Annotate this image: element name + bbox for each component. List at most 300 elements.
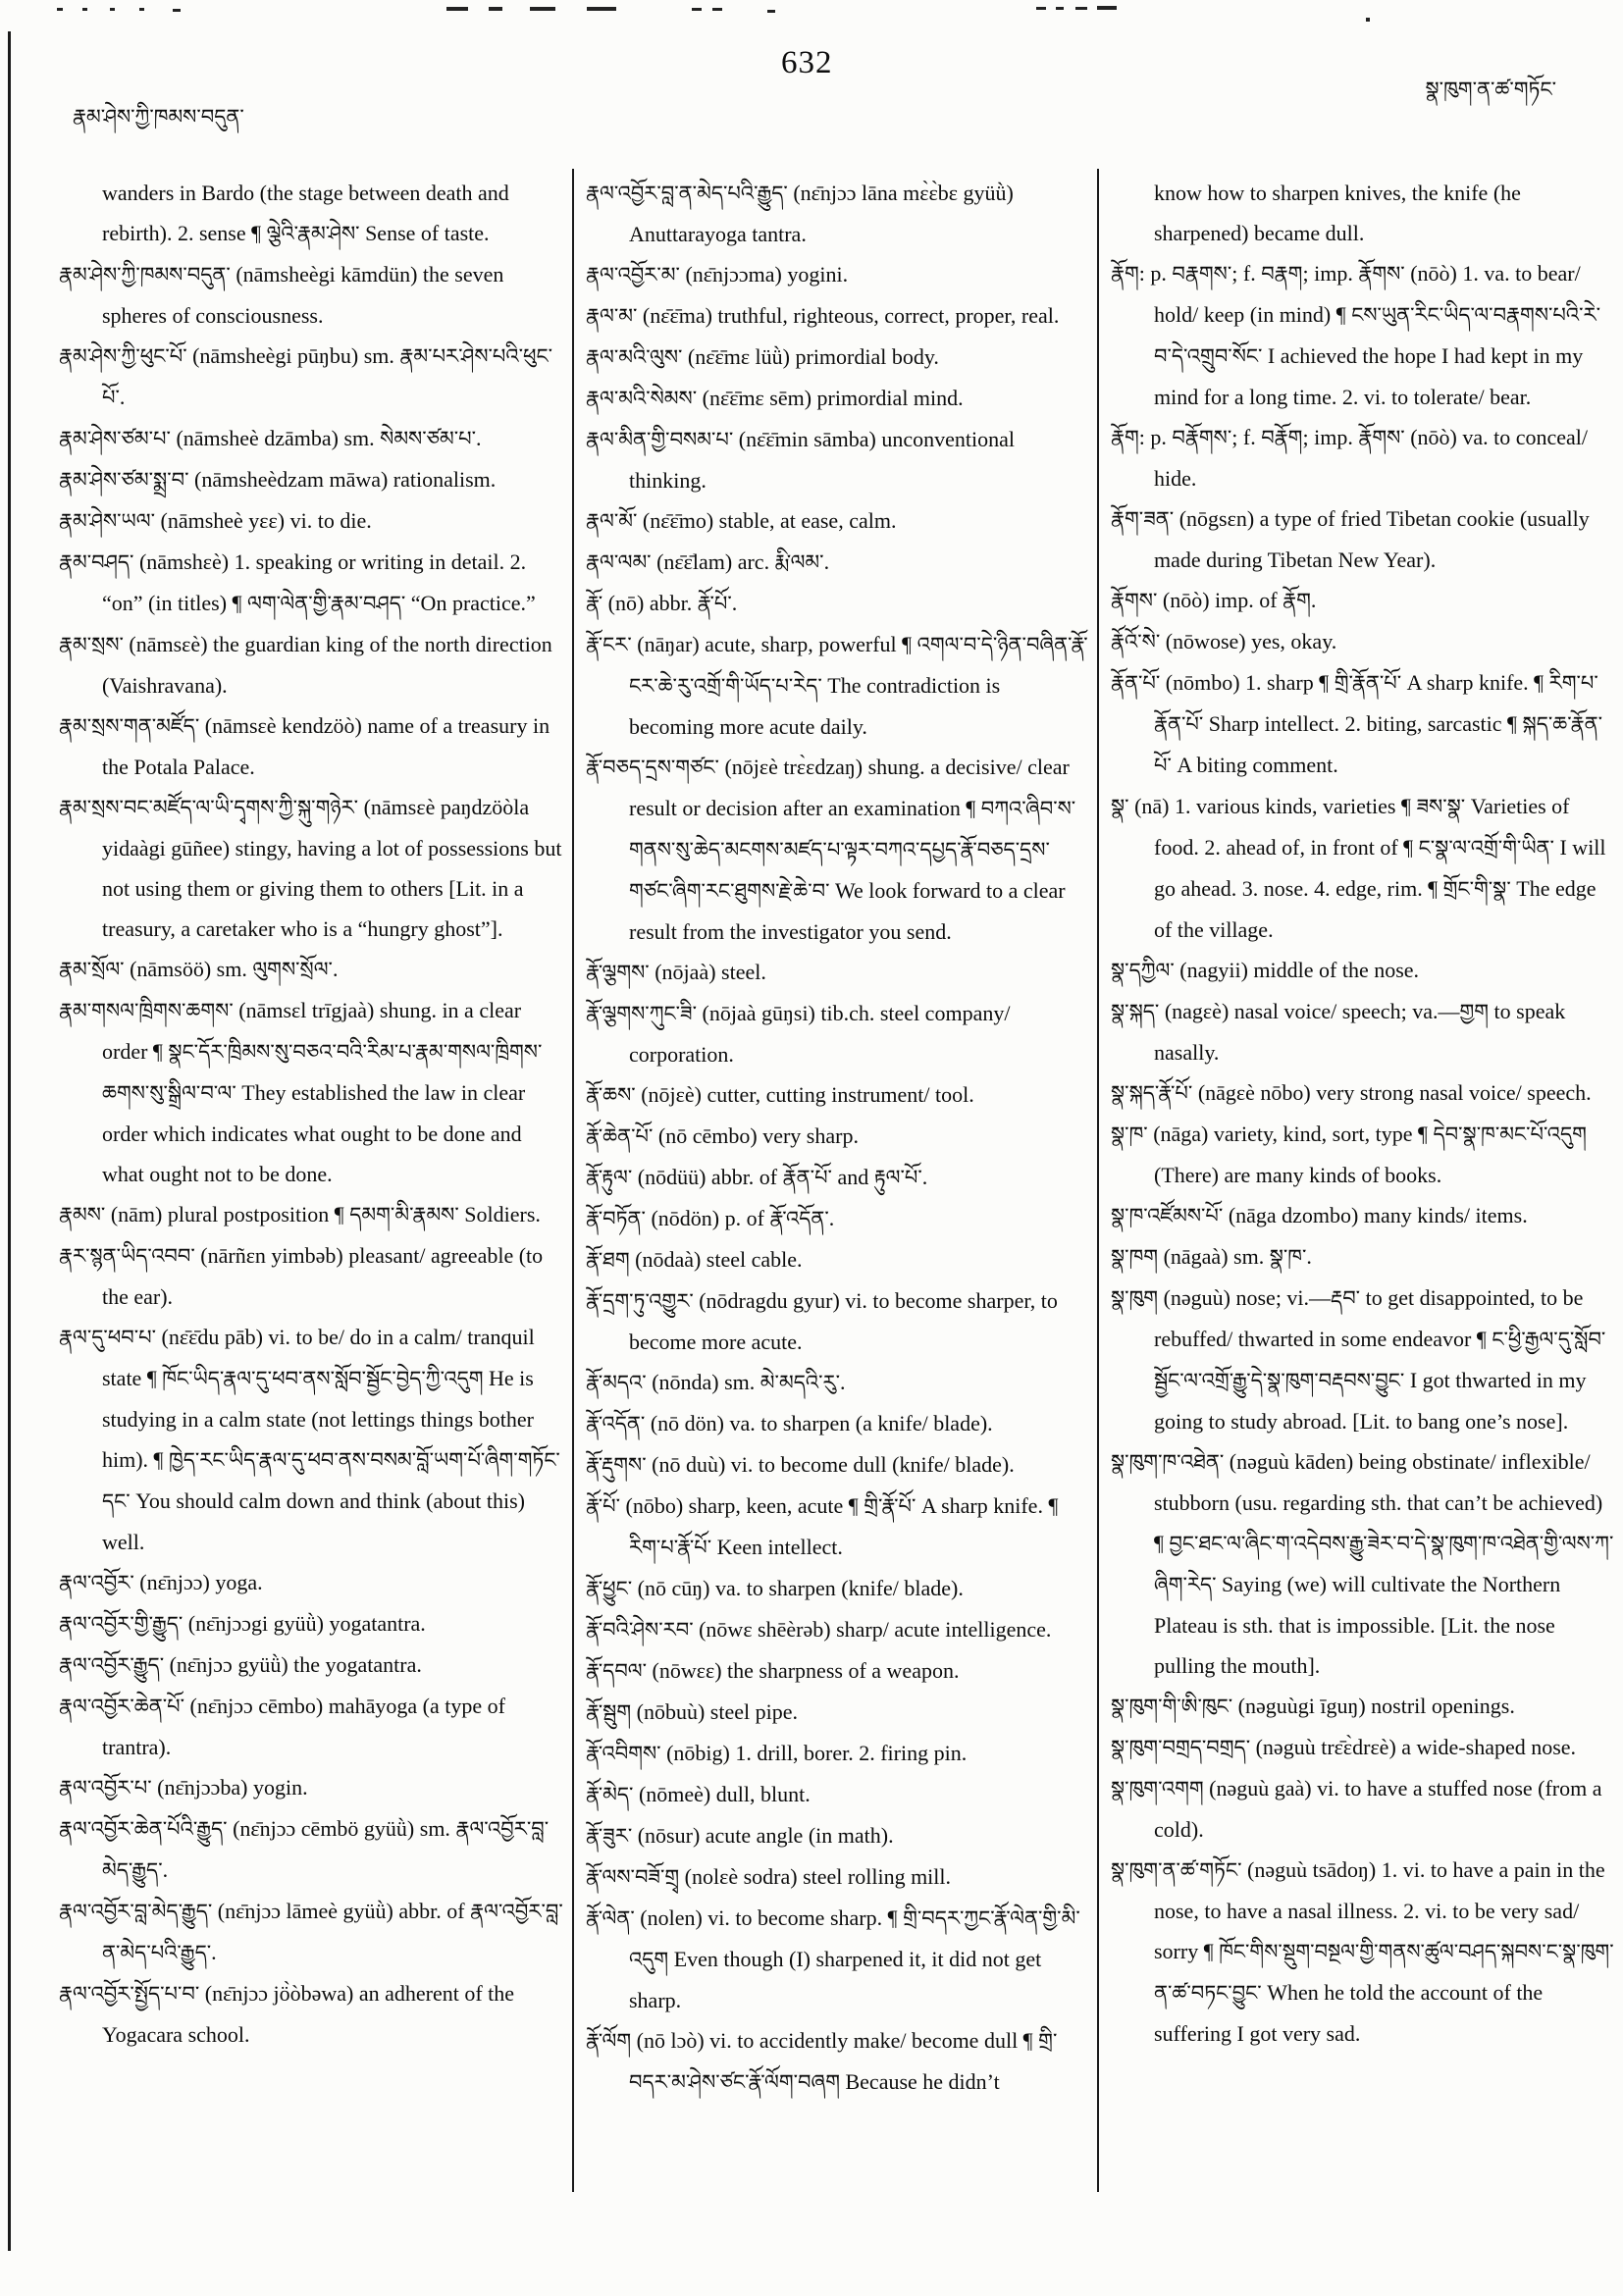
tibetan-text: རྣམ་ཤེས་ཡལ་ <box>59 509 156 533</box>
tibetan-text: རྣམ་བཤད་ <box>59 550 134 574</box>
dictionary-entry <box>1111 1195 1615 1236</box>
english-text: Sharp intellect. 2. biting, sarcastic ¶ <box>1203 711 1523 736</box>
dictionary-entry <box>59 1686 563 1767</box>
english-text: (nāmsöö) sm. <box>124 957 253 981</box>
tibetan-text: ངས་ཡུན་རིང་ཡིད་ལ་བརྣགས་པའི་རེ་བ་དེ་འགྲུབ་སོང་ <box>1154 303 1601 368</box>
english-text: (nāmsheèdzam māwa) rationalism. <box>188 467 497 492</box>
english-text: (nōdüü) abbr. of <box>632 1165 783 1189</box>
english-text: to get disappointed, to be rebuffed/ thwarted in some endeavor ¶ <box>1154 1285 1584 1351</box>
english-text: know how to sharpen knives, the knife (he sharpened) became dull. <box>1154 181 1521 245</box>
tibetan-text: རྣལ་མོ་ <box>586 509 638 533</box>
tibetan-text: རྣམ་གསལ་ཁྲིགས་ཆགས་ <box>59 999 234 1022</box>
english-text: (nāmsheè yɛɛ) vi. to die. <box>155 508 372 533</box>
tibetan-text: རྣོ་བའི་ཤེས་རབ་ <box>586 1618 694 1642</box>
english-text: (nɛ̄njɔɔgi gyüǜ) yogatantra. <box>183 1611 426 1636</box>
dictionary-entry <box>586 1486 1090 1568</box>
tibetan-text: རྣོགས་ <box>1358 262 1405 286</box>
english-text: (nolen) vi. to become sharp. ¶ <box>634 1905 904 1930</box>
english-text: (nāmsɛl trīgjaà) shung. in a clear order ¶ <box>102 998 522 1064</box>
scan-artifact <box>139 8 144 11</box>
tibetan-text: རྣམ་སྲོལ་ <box>59 958 125 981</box>
english-text: (nōwose) yes, okay. <box>1160 629 1337 653</box>
english-text: (nōò) va. to conceal/ hide. <box>1154 425 1589 491</box>
page-edge-rule <box>8 31 11 2251</box>
page-number: 632 <box>781 45 833 80</box>
english-text: He is studying in a calm state (not lettings things bother him). ¶ <box>102 1366 534 1472</box>
english-text: (nōgsɛn) a type of fried Tibetan cookie (usually made during Tibetan New Year). <box>1154 506 1590 572</box>
dictionary-entry <box>586 1692 1090 1733</box>
tibetan-text: སྣ་སྐད་ <box>1111 1000 1160 1023</box>
english-text: (nɛ̄njɔɔ gyüǜ) the yogatantra. <box>164 1652 422 1677</box>
scan-artifact <box>692 8 702 11</box>
english-text: (nōsur) acute angle (in math). <box>632 1823 894 1848</box>
dictionary-entry <box>586 1774 1090 1815</box>
english-text: (nɛ̄njɔɔma) yogini. <box>679 262 849 287</box>
tibetan-text: རྣལ་འབྱོར་བླ་ན་མེད་པའི་རྒྱུད་ <box>586 182 788 205</box>
tibetan-text: རྣོ་དབལ་ <box>586 1659 648 1683</box>
tibetan-text: སྣ་ <box>1111 795 1129 818</box>
tibetan-text: སྣ་སྐད་རྣོ་པོ་ <box>1111 1081 1193 1105</box>
tibetan-text: རྣོ་དྲག་ཏུ་འགྱུར་ <box>586 1289 694 1313</box>
dictionary-entry <box>59 1973 563 2055</box>
english-text: (nagɛè) nasal voice/ speech; va.— <box>1159 999 1460 1023</box>
english-text: . <box>211 1940 217 1964</box>
dictionary-column-right <box>1111 173 1615 2218</box>
english-text: ; imp. <box>1302 425 1359 449</box>
english-text: (nɛ̄ɛ̄du pāb) vi. to be/ do in a calm/ tranquil state ¶ <box>102 1325 535 1390</box>
tibetan-text: རྣོན་པོ་ <box>782 1166 832 1189</box>
english-text: (nəguù) nose; vi.— <box>1158 1285 1332 1310</box>
tibetan-text: སྣ་ཁུག་འགག <box>1111 1777 1204 1800</box>
tibetan-text: རྣལ་འབྱོར་བླ་མེད་རྒྱུད་ <box>59 1900 213 1923</box>
english-text: (nāmsɛè) the guardian king of the north direction (Vaishravana). <box>102 632 552 698</box>
tibetan-text: རྣོ་བཅད་དྲས་གཙང་ <box>586 756 719 779</box>
tibetan-text: ལག་ལེན་གྱི་རྣམ་བཤད་ <box>247 592 406 615</box>
english-text: Keen intellect. <box>711 1535 843 1559</box>
dictionary-entry <box>1111 1441 1615 1686</box>
tibetan-text: རྣོ་འདོན་ <box>769 1207 829 1230</box>
dictionary-entry <box>586 1198 1090 1239</box>
english-text: (nāmsheè dzāmba) sm. <box>170 426 381 450</box>
english-text: (nɛ̄ɛ̄mɛ lüǜ) primordial body. <box>682 344 939 369</box>
scan-artifact <box>1097 6 1117 10</box>
dictionary-entry <box>586 1362 1090 1403</box>
english-text: : p. <box>1138 261 1173 286</box>
english-text: (nōmeè) dull, blunt. <box>633 1782 811 1806</box>
english-text: (nɛ̄njɔɔba) yogin. <box>151 1775 308 1800</box>
tibetan-text: རྣལ་མའི་སེམས་ <box>586 387 698 410</box>
tibetan-text: གྱག <box>1459 1000 1490 1023</box>
dictionary-entry <box>59 787 563 949</box>
dictionary-entry-continuation <box>1111 173 1615 253</box>
column-divider-left <box>572 169 574 2192</box>
tibetan-text: རྣོག <box>1111 426 1139 449</box>
tibetan-text: ཁོང་གིས་སྡུག་བསྔལ་གྱི་གནས་ཚུལ་བཤད་སྐབས་ང་སྣ་ཁུག་ན་ཚ་བཏང་བྱུང་ <box>1154 1940 1614 2005</box>
dictionary-entry <box>1111 1768 1615 1850</box>
english-text: (nɛ̄ɛ̄min sāmba) unconventional thinking. <box>629 427 1015 493</box>
tibetan-text: རྣལ་འབྱོར་མ་ <box>586 263 680 287</box>
tibetan-text: སྣ་ཁ་ <box>1269 1245 1307 1269</box>
english-text: (nɛ̄ɛ̄lam) arc. <box>651 549 775 574</box>
dictionary-entry <box>1111 417 1615 498</box>
dictionary-entry <box>59 1235 563 1317</box>
english-text: to speak nasally. <box>1154 999 1566 1065</box>
dictionary-entry <box>1111 1727 1615 1768</box>
dictionary-entry <box>59 336 563 418</box>
english-text: (nō) abbr. <box>602 591 698 615</box>
tibetan-text: གྲི་རྣོན་པོ་ <box>1334 671 1402 695</box>
tibetan-text: རྣལ་དུ་ཕབ་པ་ <box>59 1326 157 1349</box>
dictionary-entry <box>586 624 1090 747</box>
english-text: : p. <box>1138 425 1173 449</box>
dictionary-entry <box>586 419 1090 500</box>
tibetan-text: རྣོ་ལྕགས་ <box>586 961 650 984</box>
dictionary-entry <box>586 1074 1090 1116</box>
dictionary-entry <box>586 1280 1090 1362</box>
tibetan-text: སྣ་ཁ་འཛོམས་པོ་ <box>1111 1204 1224 1227</box>
tibetan-text: རྣོག་ཟན་ <box>1111 507 1175 531</box>
english-text: (nōbig) 1. drill, borer. 2. firing pin. <box>660 1741 968 1765</box>
english-text: Saying (we) will cultivate the Northern Plateau is sth. that is impossible. [Lit. the nose pulling the mouth]. <box>1154 1572 1561 1678</box>
tibetan-text: རྣལ་མ་ <box>586 304 638 328</box>
tibetan-text: རྣོ་ངར་ <box>586 633 632 656</box>
english-text: (nōjaà gūŋsi) tib.ch. steel company/ corporation. <box>629 1001 1011 1067</box>
english-text: (nō cēmbo) very sharp. <box>653 1123 859 1148</box>
tibetan-text: རྣམ་ཤེས་ཙམ་པ་ <box>59 427 171 450</box>
english-text: They established the law in clear order which indicates what ought to be done and what ought not to be done. <box>102 1080 526 1186</box>
tibetan-text: རྣོག <box>1283 589 1311 612</box>
dictionary-entry <box>1111 1278 1615 1441</box>
tibetan-text: རྣམས་ <box>59 1203 106 1226</box>
dictionary-entry <box>59 990 563 1194</box>
english-text: (There) are many kinds of books. <box>1154 1163 1442 1187</box>
tibetan-text: རྣལ་འབྱོར་ཆེན་པོའི་རྒྱུད་ <box>59 1817 228 1841</box>
tibetan-text: བརྣོག <box>1261 426 1303 449</box>
dictionary-entry <box>586 1650 1090 1692</box>
dictionary-entry <box>586 1815 1090 1856</box>
dictionary-entry <box>1111 580 1615 621</box>
dictionary-entry <box>1111 1114 1615 1195</box>
dictionary-entry <box>586 952 1090 993</box>
tibetan-text: རྣམ་ཤེས་ཀྱི་ཕུང་པོ་ <box>59 344 187 368</box>
tibetan-text: སྣ་ཁུག་ན་ཚ་གཏོང་ <box>1111 1858 1242 1882</box>
english-text: . <box>839 1370 846 1394</box>
dictionary-entry <box>59 500 563 542</box>
english-text: . <box>332 957 339 981</box>
tibetan-text: རྣལ་མའི་ལུས་ <box>586 345 683 369</box>
english-text: (nɛ̄njɔɔ) yoga. <box>133 1570 263 1594</box>
tibetan-text: རྣོ་མདའ་ <box>586 1371 647 1394</box>
tibetan-text: ཟས་སྣ་ <box>1416 795 1466 818</box>
english-text: (nɛ̄ɛ̄mo) stable, at ease, calm. <box>637 508 897 533</box>
english-text: (nəguùgi īguŋ) nostril openings. <box>1232 1694 1515 1718</box>
tibetan-text: ལྕེའི་རྣམ་ཤེས་ <box>266 222 360 245</box>
dictionary-entry <box>59 705 563 787</box>
tibetan-text: རྣོ་ལེན་ <box>586 1906 635 1930</box>
tibetan-text: རྣོ་ <box>586 592 603 615</box>
dictionary-entry <box>586 500 1090 542</box>
english-text: (nārñɛn yimbəb) pleasant/ agreeable (to the ear). <box>102 1243 544 1309</box>
tibetan-text: རིག་པ་རྣོན་པོ་ <box>1154 671 1598 736</box>
tibetan-text: བརྣོགས་ <box>1172 426 1232 449</box>
tibetan-text: རྣལ་མིན་གྱི་བསམ་པ་ <box>586 428 734 451</box>
dictionary-entry <box>586 747 1090 952</box>
english-text: (nɛ̄njɔɔ jö̀òbəwa) an adherent of the Yogacara school. <box>102 1981 515 2047</box>
scan-artifact <box>57 8 63 11</box>
english-text: “On practice.” <box>405 591 536 615</box>
english-text: (nō duù) vi. to become dull (knife/ blade). <box>646 1452 1015 1477</box>
english-text: (nāmsɛè kendzöò) name of a treasury in the Potala Palace. <box>102 713 550 779</box>
english-text: (nōò) 1. va. to bear/ hold/ keep (in mind) ¶ <box>1154 261 1581 327</box>
tibetan-text: གྲི་རྣོ་པོ་ <box>864 1494 916 1518</box>
dictionary-entry <box>586 1609 1090 1650</box>
dictionary-entry <box>59 1808 563 1891</box>
scan-artifact <box>587 7 616 11</box>
tibetan-text: ལུགས་སྲོལ་ <box>252 958 333 981</box>
english-text: (nolɛè sodra) steel rolling mill. <box>679 1864 952 1889</box>
scan-artifact <box>767 10 775 13</box>
tibetan-text: རྣམ་ཤེས་ཙམ་སྨྲ་བ་ <box>59 468 189 492</box>
english-text: (nāmshɛè) 1. speaking or writing in detail. 2. “on” (in titles) ¶ <box>102 549 527 615</box>
english-text: Sense of taste. <box>359 221 490 245</box>
tibetan-text: བྱང་ཐང་ལ་ཞིང་ག་འདེབས་རྒྱུ་ཟེར་བ་དེ་སྣ་ཁུག་ཁ་འཐེན་གྱི་ལས་ཀ་ཞིག་རེད་ <box>1154 1532 1614 1596</box>
tibetan-text: རྣོ་ཐག <box>586 1248 630 1272</box>
dictionary-entry <box>586 1568 1090 1609</box>
english-text: (nōjaà) steel. <box>649 960 766 984</box>
dictionary-entry-continuation <box>59 173 563 254</box>
english-text: (nō cūŋ) va. to sharpen (knife/ blade). <box>632 1576 964 1600</box>
english-text: . <box>1310 588 1317 612</box>
scan-artifact <box>110 8 115 11</box>
dictionary-entry <box>1111 1072 1615 1114</box>
english-text: (nəguù kāden) being obstinate/ inflexible/ stubborn (usu. regarding sth. that can’t be achieved) ¶ <box>1154 1449 1603 1555</box>
english-text: (nɛ̄ɛ̄mɛ sēm) primordial mind. <box>697 386 964 410</box>
english-text: and <box>831 1165 874 1189</box>
scan-artifact <box>1366 18 1370 22</box>
english-text: (nōnda) sm. <box>646 1370 760 1394</box>
dictionary-entry <box>586 254 1090 295</box>
dictionary-entry <box>586 542 1090 583</box>
tibetan-text: རྣོ་ཕྱུང་ <box>586 1577 633 1600</box>
english-text: (nōjɛè) cutter, cutting instrument/ tool. <box>635 1082 974 1107</box>
scan-artifact <box>173 9 181 12</box>
tibetan-text: རྣོ་འདོན་ <box>586 1412 646 1435</box>
tibetan-text: དེབ་སྣ་ཁ་མང་པོ་འདུག <box>1433 1122 1587 1146</box>
dictionary-entry <box>59 1317 563 1562</box>
english-text: A sharp knife. ¶ <box>1401 670 1549 695</box>
dictionary-entry <box>59 1644 563 1686</box>
dictionary-entry <box>1111 1236 1615 1278</box>
scan-artifact <box>1075 7 1087 10</box>
english-text: (nāga) variety, kind, sort, type ¶ <box>1147 1122 1434 1146</box>
english-text: I will go ahead. 3. nose. 4. edge, rim. ¶ <box>1154 835 1606 901</box>
english-text: (nāgaà) sm. <box>1158 1244 1270 1269</box>
tibetan-text: རྣོག <box>1111 262 1139 286</box>
english-text: Even though (I) sharpened it, it did not get sharp. <box>629 1947 1042 2012</box>
english-text: The edge of the village. <box>1154 876 1597 942</box>
english-text: A biting comment. <box>1171 753 1338 777</box>
english-text: (nōbo) sharp, keen, acute ¶ <box>620 1493 864 1518</box>
english-text: You should calm down and think (about this) well. <box>102 1488 525 1554</box>
english-text: (nōwɛɛ) the sharpness of a weapon. <box>647 1658 960 1683</box>
english-text: wanders in Bardo (the stage between death and rebirth). 2. sense ¶ <box>102 181 509 245</box>
dictionary-entry <box>1111 1686 1615 1727</box>
tibetan-text: ཁོང་ཡིད་རྣལ་དུ་ཕབ་ནས་སློབ་སྦྱོང་བྱེད་ཀྱི་འདུག <box>162 1367 484 1390</box>
tibetan-text: རྣར་སྙན་ཡིད་འབབ་ <box>59 1244 195 1268</box>
english-text: (nō lɔò) vi. to accidently make/ become dull ¶ <box>631 2028 1039 2053</box>
english-text: (nəguù tsādoŋ) 1. vi. to have a pain in the nose, to have a nasal illness. 2. vi. to be very sad/ sorry ¶ <box>1154 1857 1605 1963</box>
dictionary-entry <box>1111 498 1615 580</box>
dictionary-entry <box>1111 1850 1615 2054</box>
english-text: . <box>828 1206 835 1230</box>
english-text: Because he didn’t <box>839 2069 1000 2094</box>
tibetan-text: རྣལ་འབྱོར་ཆེན་པོ་ <box>59 1695 185 1718</box>
tibetan-text: སྣ་དཀྱིལ་ <box>1111 959 1175 982</box>
running-head-left: རྣམ་ཤེས་ཀྱི་ཁམས་བདུན་ <box>73 105 244 129</box>
dictionary-entry <box>586 1403 1090 1444</box>
tibetan-text: སྣ་ཁུག་ཁ་འཐེན་ <box>1111 1450 1225 1474</box>
scan-artifact <box>446 7 468 11</box>
tibetan-text: རྣོགས་ <box>1358 426 1405 449</box>
english-text: Soldiers. <box>458 1202 541 1226</box>
english-text: We look forward to a clear result from the investigator you send. <box>629 878 1066 944</box>
dictionary-entry <box>1111 786 1615 950</box>
scan-artifact <box>489 7 502 11</box>
english-text: (nɛ̄njɔɔ cēmbo) mahāyoga (a type of trantra). <box>102 1694 505 1759</box>
dictionary-entry <box>1111 253 1615 417</box>
tibetan-text: རྣོའོ་སེ་ <box>1111 630 1161 653</box>
tibetan-text: རྣམ་སྲས་གན་མཛོད་ <box>59 714 200 738</box>
english-text: (nām) plural postposition ¶ <box>105 1202 350 1226</box>
dictionary-entry <box>1111 991 1615 1072</box>
dictionary-entry <box>59 418 563 459</box>
dictionary-column-center <box>586 173 1090 2218</box>
tibetan-text: སྣ་ཁུག <box>1111 1286 1159 1310</box>
english-text: (nāgɛè nōbo) very strong nasal voice/ speech. <box>1192 1080 1592 1105</box>
tibetan-text: དམག་མི་རྣམས་ <box>349 1203 459 1226</box>
english-text: Varieties of food. 2. ahead of, in front of ¶ <box>1154 794 1570 860</box>
english-text: When he told the account of the suffering I got very sad. <box>1154 1980 1544 2046</box>
english-text: ; f. <box>1231 425 1262 449</box>
tibetan-text: རྣོ་རྟུལ་ <box>586 1166 633 1189</box>
tibetan-text: རྣོགས་ <box>1111 589 1158 612</box>
dictionary-entry <box>59 459 563 500</box>
dictionary-entry <box>586 295 1090 337</box>
tibetan-text: ང་སྣ་ལ་འགྲོ་གི་ཡིན་ <box>1418 836 1554 860</box>
dictionary-entry <box>586 1116 1090 1157</box>
english-text: (nɛ̄njɔɔ lāna mɛ̀ɛ̀bɛ gyüǜ) Anuttarayoga tantra. <box>629 181 1014 246</box>
tibetan-text: རྡབ་ <box>1331 1286 1361 1310</box>
tibetan-text: བཀའ་ཞིབ་ས་གནས་སུ་ཆེད་མངགས་མཛད་པ་ལྟར་བཀའ་དཔྱད་རྣོ་བཅད་དྲས་གཙང་ཞིག་རང་ཐུགས་རྗེ་ཆེ་བ་ <box>629 797 1076 903</box>
dictionary-entry <box>586 173 1090 254</box>
tibetan-text: རྣོ་པོ་ <box>586 1494 621 1518</box>
dictionary-entry <box>1111 621 1615 662</box>
tibetan-text: རྣལ་འབྱོར་གྱི་རྒྱུད་ <box>59 1612 183 1636</box>
english-text: (nɛ̄njɔɔ cēmbö gyüǜ) sm. <box>227 1816 456 1841</box>
tibetan-text: རྣམ་པར་ཤེས་པའི་ཕུང་པོ་ <box>102 344 552 409</box>
dictionary-entry <box>586 378 1090 419</box>
tibetan-text: རྣོ་རྡུགས་ <box>586 1453 647 1477</box>
column-divider-right <box>1097 169 1099 2192</box>
tibetan-text: རྣོ་ཟུར་ <box>586 1824 633 1848</box>
dictionary-entry <box>1111 662 1615 786</box>
tibetan-text: རྣོ་ལྕགས་ཀུང་ཟི་ <box>586 1002 698 1025</box>
tibetan-text: རྣལ་འབྱོར་སྤྱོད་པ་བ་ <box>59 1982 200 2006</box>
tibetan-text: རྣམ་སྲས་བང་མཛོད་ལ་ཡི་དྭགས་ཀྱི་སྐུ་གཉེར་ <box>59 796 359 819</box>
english-text: . <box>731 591 738 615</box>
tibetan-text: རྣལ་འབྱོར་བླ་ན་མེད་པའི་རྒྱུད་ <box>102 1900 563 1964</box>
english-text: I achieved the hope I had kept in my mind for a long time. 2. vi. to tolerate/ bear. <box>1154 343 1584 409</box>
english-text: The contradiction is becoming more acute daily. <box>629 673 1001 739</box>
tibetan-text: བརྣག <box>1261 262 1303 286</box>
tibetan-text: མེ་མདའི་རུ་ <box>759 1371 840 1394</box>
tibetan-text: སྣ་ཁུག་གི་ཨི་ཁུང་ <box>1111 1695 1233 1718</box>
tibetan-text: ཁྱེད་རང་ཡིད་རྣལ་དུ་ཕབ་ནས་བསམ་བློ་ཡག་པོ་ཞིག་གཏོང་དང་ <box>102 1448 560 1513</box>
dictionary-entry <box>59 542 563 624</box>
dictionary-entry <box>586 1898 1090 2020</box>
english-text: (nāmsɛè paŋdzöòla yidaàgi gūñee) stingy, having a lot of possessions but not using them or giving them to others [Lit. in a treasury, a caretaker who is a “hungry ghost”]. <box>102 795 562 941</box>
tibetan-text: རྣམ་ཤེས་ཀྱི་ཁམས་བདུན་ <box>59 263 231 287</box>
english-text: (nəguù gaà) vi. to have a stuffed nose (from a cold). <box>1154 1776 1602 1842</box>
tibetan-text: རྣོ་མེད་ <box>586 1783 634 1806</box>
english-text: (nɛ̄ɛ̄ma) truthful, righteous, correct, proper, real. <box>637 303 1060 328</box>
english-text: (nagyii) middle of the nose. <box>1174 958 1420 982</box>
tibetan-text: རྣོན་པོ་ <box>1111 671 1161 695</box>
english-text: (nōdaà) steel cable. <box>629 1247 803 1272</box>
dictionary-entry <box>59 1562 563 1603</box>
tibetan-text: སེམས་ཙམ་པ་ <box>380 427 477 450</box>
english-text: . <box>119 385 126 409</box>
english-text: . <box>476 426 482 450</box>
dictionary-entry <box>586 1733 1090 1774</box>
scan-artifact <box>82 8 87 11</box>
dictionary-entry <box>586 583 1090 624</box>
english-text: (nōwɛ shēèrəb) sharp/ acute intelligence. <box>693 1617 1052 1642</box>
english-text: (nōdragdu gyur) vi. to become sharper, to become more acute. <box>629 1288 1058 1354</box>
tibetan-text: རྣལ་འབྱོར་བླ་མེད་རྒྱུད་ <box>102 1817 550 1882</box>
english-text: ; f. <box>1231 261 1262 286</box>
english-text: (nōdön) p. of <box>645 1206 770 1230</box>
english-text: (nəguù trɛ̄ɛ̀drɛè) a wide-shaped nose. <box>1250 1735 1577 1759</box>
tibetan-text: རྣལ་འབྱོར་པ་ <box>59 1776 152 1800</box>
english-text: (nōjɛè trɛ̀ɛdzaŋ) shung. a decisive/ clear result or decision after an examination ¶ <box>629 755 1070 820</box>
tibetan-text: གྲི་བདར་ཀྱང་རྣོ་ལེན་གྱི་མི་འདུག <box>629 1906 1080 1971</box>
english-text: . <box>1306 1244 1312 1269</box>
scan-artifact <box>1036 7 1046 10</box>
dictionary-entry <box>586 993 1090 1074</box>
dictionary-column-left <box>59 173 563 2218</box>
tibetan-text: རྣོ་བཏོན་ <box>586 1207 646 1230</box>
dictionary-entry <box>59 254 563 336</box>
english-text: I got thwarted in my going to study abroad. [Lit. to bang one’s nose]. <box>1154 1368 1587 1434</box>
tibetan-text: རྣོ་ཆེན་པོ་ <box>586 1124 654 1148</box>
tibetan-text: རྟུལ་པོ་ <box>873 1166 922 1189</box>
tibetan-text: བརྣགས་ <box>1172 262 1232 286</box>
tibetan-text: རྣོ་པོ་ <box>697 592 732 615</box>
scan-artifact <box>712 8 722 11</box>
english-text: (nā) 1. various kinds, varieties ¶ <box>1128 794 1417 818</box>
scan-artifact <box>1056 7 1064 10</box>
tibetan-text: སྣང་དོར་ཁྲིམས་སུ་བཅའ་བའི་རིམ་པ་རྣམ་གསལ་ཁྲིགས་ཆགས་སུ་སྒྲིལ་བ་ལ་ <box>102 1040 543 1105</box>
tibetan-text: རྣལ་འབྱོར་ <box>59 1571 134 1594</box>
tibetan-text: རྣལ་ལམ་ <box>586 550 652 574</box>
tibetan-text: རྣམ་སྲས་ <box>59 633 124 656</box>
tibetan-text: སྣ་ཁ་ <box>1111 1122 1148 1146</box>
dictionary-entry <box>59 1767 563 1808</box>
dictionary-entry <box>1111 950 1615 991</box>
tibetan-text: རིག་པ་རྣོ་པོ་ <box>629 1536 712 1559</box>
tibetan-text: རྣོ་འབིགས་ <box>586 1742 661 1765</box>
